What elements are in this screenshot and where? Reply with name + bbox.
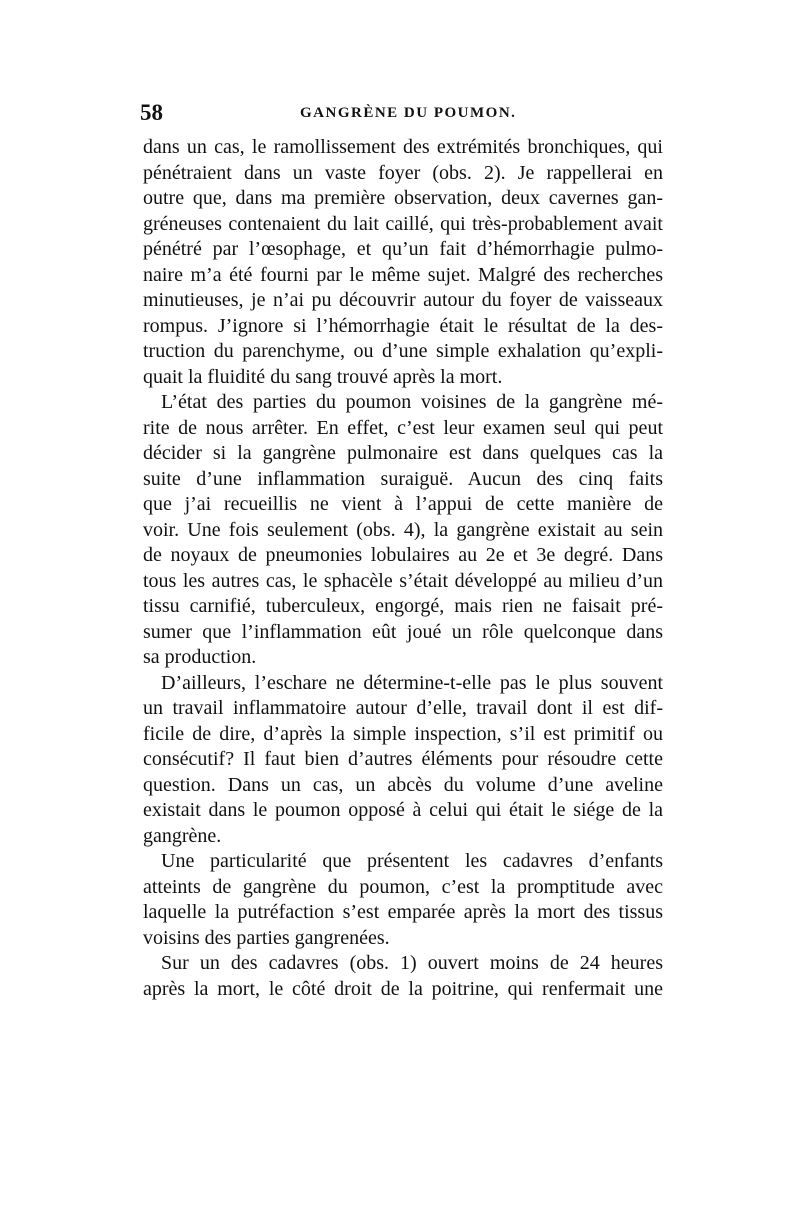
text-line: sa production. (143, 646, 257, 668)
text-line: Une particularité que présentent les cadavres d’enfants (161, 850, 663, 872)
text-line: gréneuses contenaient du lait caillé, qui très-probablement avait (143, 212, 663, 235)
text-line: suite d’une inflammation suraiguë. Aucun des cinq faits (143, 467, 663, 490)
text-line: décider si la gangrène pulmonaire est dans quelques cas la (143, 442, 663, 464)
text-line: Sur un des cadavres (obs. 1) ouvert moins de 24 heures (161, 952, 663, 974)
text-line: existait dans le poumon opposé à celui qui était le siége de la (143, 799, 663, 821)
text-line: ficile de dire, d’après la simple inspection, s’il est primitif ou (143, 722, 663, 745)
text-line: sumer que l’inflammation eût joué un rôle quelconque dans (143, 620, 663, 643)
text-line: rite de nous arrêter. En effet, c’est leur examen seul qui peut (143, 416, 663, 439)
running-head (140, 100, 665, 130)
running-title: GANGRÈNE DU POUMON. (300, 105, 517, 121)
text-line: pénétraient dans un vaste foyer (obs. 2). Je rappellerai en (143, 161, 663, 184)
text-line: outre que, dans ma première observation, deux cavernes gan- (143, 187, 663, 209)
text-line: D’ailleurs, l’eschare ne détermine-t-elle pas le plus souvent (161, 671, 663, 694)
text-line: tissu carnifié, tuberculeux, engorgé, mais rien ne faisait pré- (143, 595, 663, 617)
text-line: de noyaux de pneumonies lobulaires au 2e et 3e degré. Dans (143, 544, 663, 566)
text-line: quait la fluidité du sang trouvé après la mort. (143, 365, 503, 388)
text-line: truction du parenchyme, ou d’une simple exhalation qu’expli- (143, 340, 663, 362)
text-line: atteints de gangrène du poumon, c’est la promptitude avec (143, 875, 663, 898)
text-line: après la mort, le côté droit de la poitrine, qui renfermait une (143, 977, 663, 1000)
text-line: minutieuses, je n’ai pu découvrir autour du foyer de vaisseaux (143, 289, 663, 311)
text-line: question. Dans un cas, un abcès du volume d’une aveline (143, 773, 663, 796)
text-line: gangrène. (143, 824, 222, 847)
text-line: un travail inflammatoire autour d’elle, travail dont il est dif- (143, 697, 663, 719)
text-line: rompus. J’ignore si l’hémorrhagie était le résultat de la des- (143, 314, 663, 337)
text-line: naire m’a été fourni par le même sujet. Malgré des recherches (143, 263, 663, 286)
text-line: que j’ai recueillis ne vient à l’appui de cette manière de (143, 493, 663, 515)
text-line: consécutif? Il faut bien d’autres éléments pour résoudre cette (143, 748, 663, 770)
page-number: 58 (140, 100, 163, 125)
text-line: L’état des parties du poumon voisines de la gangrène mé- (161, 391, 663, 413)
text-line: voir. Une fois seulement (obs. 4), la gangrène existait au sein (143, 518, 663, 541)
text-line: tous les autres cas, le sphacèle s’était développé au milieu d’un (143, 569, 663, 592)
text-line: pénétré par l’œsophage, et qu’un fait d’hémorrhagie pulmo- (143, 238, 663, 260)
text-line: dans un cas, le ramollissement des extrémités bronchiques, qui (143, 136, 663, 158)
text-line: voisins des parties gangrenées. (143, 926, 390, 949)
text-line: laquelle la putréfaction s’est emparée après la mort des tissus (143, 901, 663, 923)
body-text (143, 135, 663, 1002)
